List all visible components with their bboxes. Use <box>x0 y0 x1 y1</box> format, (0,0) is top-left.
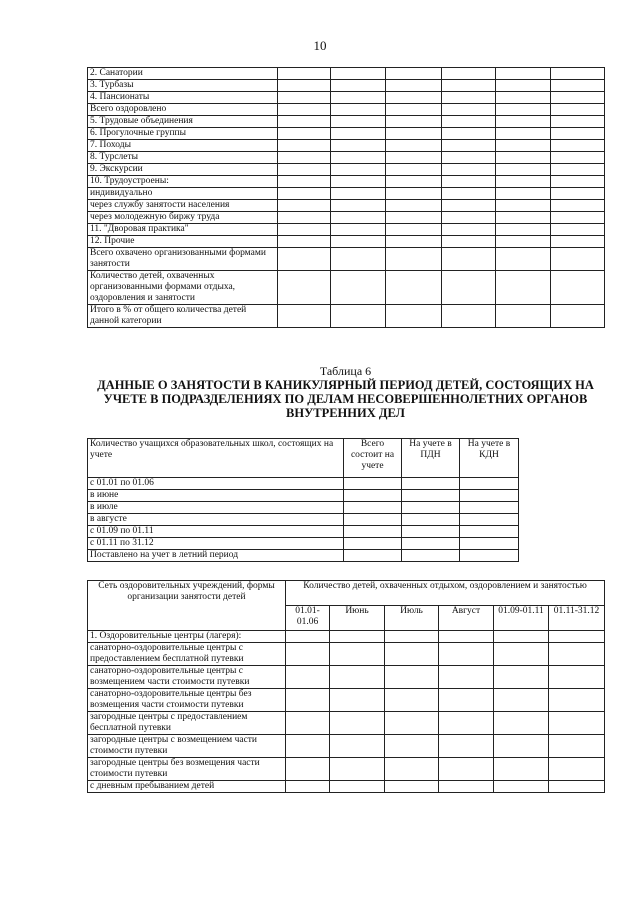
empty-cell <box>278 188 331 200</box>
row-label: 5. Трудовые объединения <box>88 116 278 128</box>
empty-cell <box>496 152 551 164</box>
empty-cell <box>386 176 442 188</box>
row-label: санаторно-оздоровительные центры с возмещением части стоимости путевки <box>88 666 286 689</box>
empty-cell <box>551 236 605 248</box>
empty-cell <box>386 200 442 212</box>
empty-cell <box>278 176 331 188</box>
empty-cell <box>496 200 551 212</box>
row-label: загородные центры с предоставлением бесплатной путевки <box>88 712 286 735</box>
empty-cell <box>496 212 551 224</box>
empty-cell <box>331 188 386 200</box>
empty-cell <box>494 712 549 735</box>
row-label: 7. Походы <box>88 140 278 152</box>
table-row <box>88 164 605 176</box>
empty-cell <box>331 176 386 188</box>
empty-cell <box>278 152 331 164</box>
row-label: через молодежную биржу труда <box>88 212 278 224</box>
empty-cell <box>442 152 496 164</box>
table-coverage <box>87 580 605 793</box>
empty-cell <box>460 550 519 562</box>
table-row <box>88 305 605 328</box>
empty-cell <box>278 80 331 92</box>
empty-cell <box>386 164 442 176</box>
empty-cell <box>330 712 385 735</box>
empty-cell <box>278 68 331 80</box>
empty-cell <box>286 631 330 643</box>
empty-cell <box>385 735 439 758</box>
empty-cell <box>331 92 386 104</box>
empty-cell <box>386 80 442 92</box>
row-label: Итого в % от общего количества детей данной категории <box>88 305 278 328</box>
empty-cell <box>278 248 331 271</box>
empty-cell <box>286 758 330 781</box>
table-row <box>88 478 519 490</box>
row-label: через службу занятости населения <box>88 200 278 212</box>
empty-cell <box>496 104 551 116</box>
empty-cell <box>278 116 331 128</box>
empty-cell <box>551 248 605 271</box>
table-row <box>88 538 519 550</box>
table6-title: ДАННЫЕ О ЗАНЯТОСТИ В КАНИКУЛЯРНЫЙ ПЕРИОД ДЕТЕЙ, СОСТОЯЩИХ НА УЧЕТЕ В ПОДРАЗДЕЛЕНИЯХ ПО ДЕЛАМ НЕСОВЕРШЕННОЛЕТНИХ ОРГАНОВ ВНУТРЕННИХ ДЕЛ <box>97 378 594 420</box>
empty-cell <box>330 781 385 793</box>
empty-cell <box>385 712 439 735</box>
empty-cell <box>460 490 519 502</box>
row-label: 1. Оздоровительные центры (лагеря): <box>88 631 286 643</box>
empty-cell <box>496 236 551 248</box>
table-row <box>88 224 605 236</box>
row-label: Количество детей, охваченных организованными формами отдыха, оздоровления и занятости <box>88 271 278 305</box>
empty-cell <box>496 68 551 80</box>
empty-cell <box>442 140 496 152</box>
empty-cell <box>549 781 605 793</box>
empty-cell <box>439 758 494 781</box>
empty-cell <box>286 781 330 793</box>
table-row <box>88 200 605 212</box>
empty-cell <box>551 200 605 212</box>
empty-cell <box>402 550 460 562</box>
empty-cell <box>551 176 605 188</box>
row-label: в августе <box>88 514 344 526</box>
empty-cell <box>386 188 442 200</box>
empty-cell <box>331 200 386 212</box>
empty-cell <box>496 116 551 128</box>
empty-cell <box>330 631 385 643</box>
empty-cell <box>386 128 442 140</box>
empty-cell <box>551 188 605 200</box>
empty-cell <box>551 92 605 104</box>
empty-cell <box>549 689 605 712</box>
empty-cell <box>402 538 460 550</box>
table-row <box>88 735 605 758</box>
row-label: в июле <box>88 502 344 514</box>
empty-cell <box>551 164 605 176</box>
empty-cell <box>460 502 519 514</box>
empty-cell <box>551 68 605 80</box>
empty-cell <box>330 643 385 666</box>
empty-cell <box>330 666 385 689</box>
empty-cell <box>331 224 386 236</box>
empty-cell <box>386 224 442 236</box>
empty-cell <box>331 305 386 328</box>
empty-cell <box>278 224 331 236</box>
empty-cell <box>494 758 549 781</box>
table-row <box>88 631 605 643</box>
empty-cell <box>496 128 551 140</box>
empty-cell <box>549 643 605 666</box>
table6-label: Таблица 6 <box>319 364 372 378</box>
empty-cell <box>549 735 605 758</box>
table-row <box>88 689 605 712</box>
empty-cell <box>278 104 331 116</box>
row-label: Поставлено на учет в летний период <box>88 550 344 562</box>
row-label: 11. "Дворовая практика" <box>88 224 278 236</box>
empty-cell <box>551 152 605 164</box>
empty-cell <box>551 305 605 328</box>
row-label: санаторно-оздоровительные центры без возмещения части стоимости путевки <box>88 689 286 712</box>
empty-cell <box>386 271 442 305</box>
table6-heading <box>87 365 604 420</box>
empty-cell <box>330 689 385 712</box>
empty-cell <box>278 200 331 212</box>
empty-cell <box>551 116 605 128</box>
table-activities-continued <box>87 67 605 328</box>
empty-cell <box>331 128 386 140</box>
empty-cell <box>494 631 549 643</box>
t7-period: 01.09-01.11 <box>494 606 549 631</box>
table-row <box>88 781 605 793</box>
empty-cell <box>278 305 331 328</box>
table-row <box>88 128 605 140</box>
empty-cell <box>439 712 494 735</box>
empty-cell <box>549 666 605 689</box>
table-row <box>88 236 605 248</box>
t7-header-left: Сеть оздоровительных учреждений, формы организации занятости детей <box>88 581 286 631</box>
empty-cell <box>442 271 496 305</box>
empty-cell <box>496 140 551 152</box>
empty-cell <box>496 176 551 188</box>
empty-cell <box>494 781 549 793</box>
empty-cell <box>494 643 549 666</box>
empty-cell <box>442 128 496 140</box>
row-label: Всего оздоровлено <box>88 104 278 116</box>
empty-cell <box>344 550 402 562</box>
empty-cell <box>460 514 519 526</box>
empty-cell <box>386 305 442 328</box>
row-label: 10. Трудоустроены: <box>88 176 278 188</box>
row-label: с дневным пребыванием детей <box>88 781 286 793</box>
empty-cell <box>278 212 331 224</box>
empty-cell <box>278 271 331 305</box>
t7-period: Июнь <box>330 606 385 631</box>
empty-cell <box>442 188 496 200</box>
table-row <box>88 490 519 502</box>
empty-cell <box>442 164 496 176</box>
empty-cell <box>496 188 551 200</box>
empty-cell <box>402 490 460 502</box>
empty-cell <box>386 140 442 152</box>
t6-header-pdn: На учете в ПДН <box>402 439 460 478</box>
table6 <box>87 438 519 562</box>
empty-cell <box>439 643 494 666</box>
empty-cell <box>331 68 386 80</box>
empty-cell <box>344 478 402 490</box>
row-label: Всего охвачено организованными формами занятости <box>88 248 278 271</box>
empty-cell <box>286 643 330 666</box>
table-row <box>88 666 605 689</box>
empty-cell <box>344 526 402 538</box>
table-row <box>88 758 605 781</box>
empty-cell <box>331 140 386 152</box>
empty-cell <box>286 712 330 735</box>
row-label: 8. Турслеты <box>88 152 278 164</box>
empty-cell <box>460 478 519 490</box>
row-label: индивидуально <box>88 188 278 200</box>
empty-cell <box>331 271 386 305</box>
table-row <box>88 140 605 152</box>
empty-cell <box>442 176 496 188</box>
empty-cell <box>286 689 330 712</box>
empty-cell <box>385 781 439 793</box>
t7-period: Август <box>439 606 494 631</box>
row-label: загородные центры без возмещения части стоимости путевки <box>88 758 286 781</box>
table-row <box>88 271 605 305</box>
table-row <box>88 176 605 188</box>
row-label: 2. Санатории <box>88 68 278 80</box>
empty-cell <box>496 305 551 328</box>
empty-cell <box>386 116 442 128</box>
table-row <box>88 188 605 200</box>
empty-cell <box>442 68 496 80</box>
t6-header-count: Количество учащихся образовательных школ, состоящих на учете <box>88 439 344 478</box>
empty-cell <box>439 631 494 643</box>
row-label: в июне <box>88 490 344 502</box>
empty-cell <box>496 224 551 236</box>
empty-cell <box>442 200 496 212</box>
empty-cell <box>386 68 442 80</box>
t6-header-kdn: На учете в КДН <box>460 439 519 478</box>
empty-cell <box>442 305 496 328</box>
empty-cell <box>331 212 386 224</box>
empty-cell <box>442 80 496 92</box>
empty-cell <box>460 526 519 538</box>
empty-cell <box>551 224 605 236</box>
empty-cell <box>496 80 551 92</box>
empty-cell <box>496 92 551 104</box>
empty-cell <box>439 781 494 793</box>
row-label: 12. Прочие <box>88 236 278 248</box>
empty-cell <box>386 92 442 104</box>
empty-cell <box>402 514 460 526</box>
empty-cell <box>331 248 386 271</box>
empty-cell <box>286 666 330 689</box>
empty-cell <box>331 152 386 164</box>
empty-cell <box>494 689 549 712</box>
empty-cell <box>442 236 496 248</box>
empty-cell <box>402 526 460 538</box>
empty-cell <box>330 735 385 758</box>
row-label: 4. Пансионаты <box>88 92 278 104</box>
table-row <box>88 643 605 666</box>
empty-cell <box>442 224 496 236</box>
empty-cell <box>494 735 549 758</box>
empty-cell <box>549 758 605 781</box>
table-row <box>88 712 605 735</box>
empty-cell <box>442 104 496 116</box>
empty-cell <box>286 735 330 758</box>
empty-cell <box>331 164 386 176</box>
empty-cell <box>386 236 442 248</box>
empty-cell <box>551 212 605 224</box>
empty-cell <box>385 666 439 689</box>
empty-cell <box>385 631 439 643</box>
empty-cell <box>551 271 605 305</box>
t7-header-top: Количество детей, охваченных отдыхом, оздоровлением и занятостью <box>286 581 605 606</box>
empty-cell <box>278 236 331 248</box>
empty-cell <box>442 116 496 128</box>
empty-cell <box>496 248 551 271</box>
empty-cell <box>442 248 496 271</box>
empty-cell <box>344 502 402 514</box>
empty-cell <box>278 92 331 104</box>
empty-cell <box>442 212 496 224</box>
table-row <box>88 248 605 271</box>
empty-cell <box>402 502 460 514</box>
table-row <box>88 550 519 562</box>
empty-cell <box>386 104 442 116</box>
table-row <box>88 116 605 128</box>
empty-cell <box>494 666 549 689</box>
empty-cell <box>344 514 402 526</box>
empty-cell <box>551 128 605 140</box>
row-label: с 01.11 по 31.12 <box>88 538 344 550</box>
table-row <box>88 68 605 80</box>
empty-cell <box>344 490 402 502</box>
empty-cell <box>496 164 551 176</box>
empty-cell <box>386 248 442 271</box>
t7-period: 01.11-31.12 <box>549 606 605 631</box>
table-row <box>88 80 605 92</box>
empty-cell <box>385 758 439 781</box>
empty-cell <box>386 212 442 224</box>
table-row <box>88 92 605 104</box>
empty-cell <box>278 164 331 176</box>
empty-cell <box>344 538 402 550</box>
empty-cell <box>385 643 439 666</box>
page-number: 10 <box>313 38 327 53</box>
empty-cell <box>496 271 551 305</box>
empty-cell <box>439 666 494 689</box>
t7-period: Июль <box>385 606 439 631</box>
row-label: 6. Прогулочные группы <box>88 128 278 140</box>
empty-cell <box>330 758 385 781</box>
table-row <box>88 212 605 224</box>
row-label: с 01.09 по 01.11 <box>88 526 344 538</box>
empty-cell <box>439 735 494 758</box>
row-label: 9. Экскурсии <box>88 164 278 176</box>
empty-cell <box>331 80 386 92</box>
empty-cell <box>385 689 439 712</box>
empty-cell <box>551 104 605 116</box>
empty-cell <box>551 140 605 152</box>
t7-period: 01.01-01.06 <box>286 606 330 631</box>
empty-cell <box>331 104 386 116</box>
empty-cell <box>442 92 496 104</box>
table-row <box>88 526 519 538</box>
empty-cell <box>551 80 605 92</box>
row-label: загородные центры с возмещением части стоимости путевки <box>88 735 286 758</box>
empty-cell <box>549 712 605 735</box>
empty-cell <box>278 128 331 140</box>
empty-cell <box>386 152 442 164</box>
row-label: 3. Турбазы <box>88 80 278 92</box>
table-row <box>88 514 519 526</box>
table-row <box>88 502 519 514</box>
empty-cell <box>278 140 331 152</box>
table-row <box>88 152 605 164</box>
empty-cell <box>331 116 386 128</box>
empty-cell <box>549 631 605 643</box>
row-label: с 01.01 по 01.06 <box>88 478 344 490</box>
empty-cell <box>402 478 460 490</box>
row-label: санаторно-оздоровительные центры с предоставлением бесплатной путевки <box>88 643 286 666</box>
t6-header-total: Всего состоит на учете <box>344 439 402 478</box>
empty-cell <box>331 236 386 248</box>
table-row <box>88 104 605 116</box>
empty-cell <box>460 538 519 550</box>
empty-cell <box>439 689 494 712</box>
